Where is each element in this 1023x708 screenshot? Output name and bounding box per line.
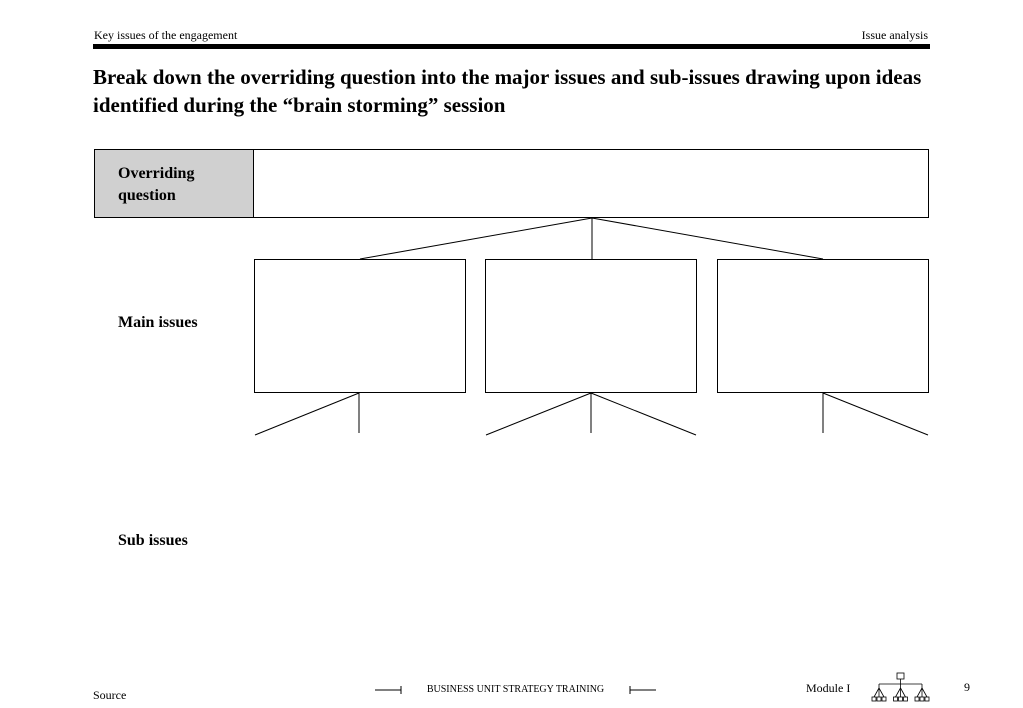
issue-tree-icon [871,672,931,706]
sub-issues-label: Sub issues [118,532,188,549]
footer-module-text: Module I [806,681,851,695]
connector-line [592,218,823,259]
overriding-question-label: Overriding question [118,165,195,204]
main-issues-label: Main issues [118,314,198,331]
main-issue-box-2 [485,259,697,393]
header-right-text: Issue analysis [861,28,928,42]
header-left-text: Key issues of the engagement [94,28,238,42]
main-issue-box-3 [717,259,929,393]
footer-page-number: 9 [964,680,970,694]
page-title: Break down the overriding question into the major issues and sub-issues drawing upon ideas identified during the “brain storming” session [93,65,922,117]
connector-line [486,393,591,435]
footer-center [373,683,658,697]
main-issue-box-1 [254,259,466,393]
footer-center-text: BUSINESS UNIT STRATEGY TRAINING [426,684,605,695]
footer-source-label: Source [93,688,127,702]
connector-line [255,393,359,435]
connector-line [823,393,928,435]
connector-line [360,218,592,259]
connector-line [591,393,696,435]
